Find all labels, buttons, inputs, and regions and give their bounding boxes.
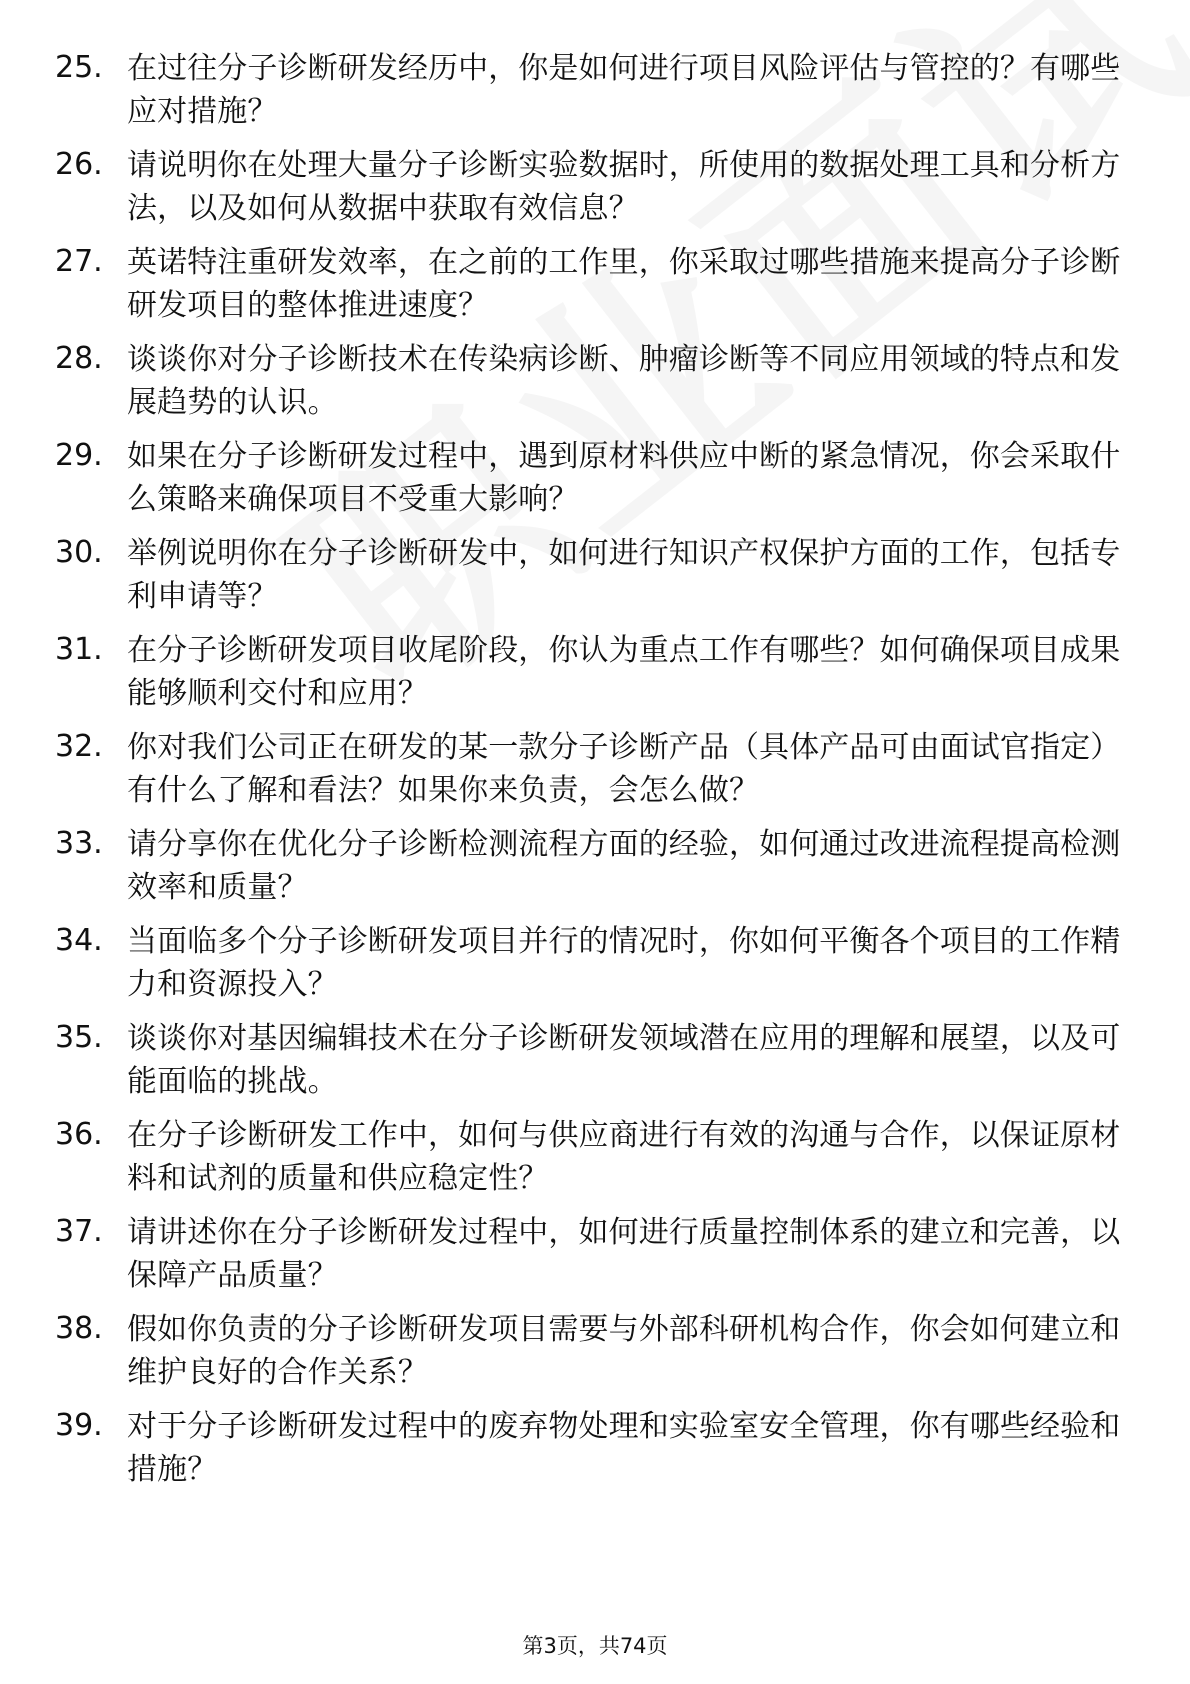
question-text: 英诺特注重研发效率，在之前的工作里，你采取过哪些措施来提高分子诊断研发项目的整体推进速度？ <box>127 245 1121 323</box>
question-item-34 <box>55 920 1135 1017</box>
question-number: 39. <box>55 1408 103 1443</box>
question-text: 如果在分子诊断研发过程中，遇到原材料供应中断的紧急情况，你会采取什么策略来确保项目不受重大影响？ <box>127 439 1121 517</box>
question-item-25 <box>55 47 1135 144</box>
question-number: 30. <box>55 535 103 570</box>
question-text: 举例说明你在分子诊断研发中，如何进行知识产权保护方面的工作，包括专利申请等？ <box>127 536 1121 614</box>
question-number: 31. <box>55 632 103 667</box>
question-text: 当面临多个分子诊断研发项目并行的情况时，你如何平衡各个项目的工作精力和资源投入？ <box>127 924 1121 1002</box>
question-number: 36. <box>55 1117 103 1152</box>
question-number: 27. <box>55 244 103 279</box>
question-number: 29. <box>55 438 103 473</box>
question-number: 34. <box>55 923 103 958</box>
question-text: 在过往分子诊断研发经历中，你是如何进行项目风险评估与管控的？有哪些应对措施？ <box>127 51 1121 129</box>
question-number: 33. <box>55 826 103 861</box>
question-item-29 <box>55 435 1135 532</box>
question-text: 你对我们公司正在研发的某一款分子诊断产品（具体产品可由面试官指定）有什么了解和看法？如果你来负责，会怎么做？ <box>127 730 1121 808</box>
question-item-27 <box>55 241 1135 338</box>
question-item-33 <box>55 823 1135 920</box>
page-number: 第3页，共74页 <box>522 1634 668 1658</box>
question-number: 25. <box>55 50 103 85</box>
question-item-39 <box>55 1405 1135 1502</box>
question-item-38 <box>55 1308 1135 1405</box>
question-item-37 <box>55 1211 1135 1308</box>
question-text: 请讲述你在分子诊断研发过程中，如何进行质量控制体系的建立和完善，以保障产品质量？ <box>127 1215 1121 1293</box>
question-text: 对于分子诊断研发过程中的废弃物处理和实验室安全管理，你有哪些经验和措施？ <box>127 1409 1121 1487</box>
question-text: 请说明你在处理大量分子诊断实验数据时，所使用的数据处理工具和分析方法，以及如何从数据中获取有效信息？ <box>127 148 1121 226</box>
question-item-26 <box>55 144 1135 241</box>
question-text: 请分享你在优化分子诊断检测流程方面的经验，如何通过改进流程提高检测效率和质量？ <box>127 827 1121 905</box>
question-number: 35. <box>55 1020 103 1055</box>
question-list <box>55 47 1135 1502</box>
question-item-32 <box>55 726 1135 823</box>
question-text: 谈谈你对分子诊断技术在传染病诊断、肿瘤诊断等不同应用领域的特点和发展趋势的认识。 <box>127 342 1121 420</box>
question-text: 谈谈你对基因编辑技术在分子诊断研发领域潜在应用的理解和展望，以及可能面临的挑战。 <box>127 1021 1121 1099</box>
question-item-36 <box>55 1114 1135 1211</box>
question-number: 38. <box>55 1311 103 1346</box>
question-item-35 <box>55 1017 1135 1114</box>
question-text: 在分子诊断研发工作中，如何与供应商进行有效的沟通与合作，以保证原材料和试剂的质量和供应稳定性？ <box>127 1118 1121 1196</box>
question-item-31 <box>55 629 1135 726</box>
question-number: 37. <box>55 1214 103 1249</box>
question-text: 假如你负责的分子诊断研发项目需要与外部科研机构合作，你会如何建立和维护良好的合作关系？ <box>127 1312 1121 1390</box>
question-number: 32. <box>55 729 103 764</box>
question-item-28 <box>55 338 1135 435</box>
question-number: 26. <box>55 147 103 182</box>
question-text: 在分子诊断研发项目收尾阶段，你认为重点工作有哪些？如何确保项目成果能够顺利交付和应用？ <box>127 633 1121 711</box>
question-item-30 <box>55 532 1135 629</box>
question-number: 28. <box>55 341 103 376</box>
